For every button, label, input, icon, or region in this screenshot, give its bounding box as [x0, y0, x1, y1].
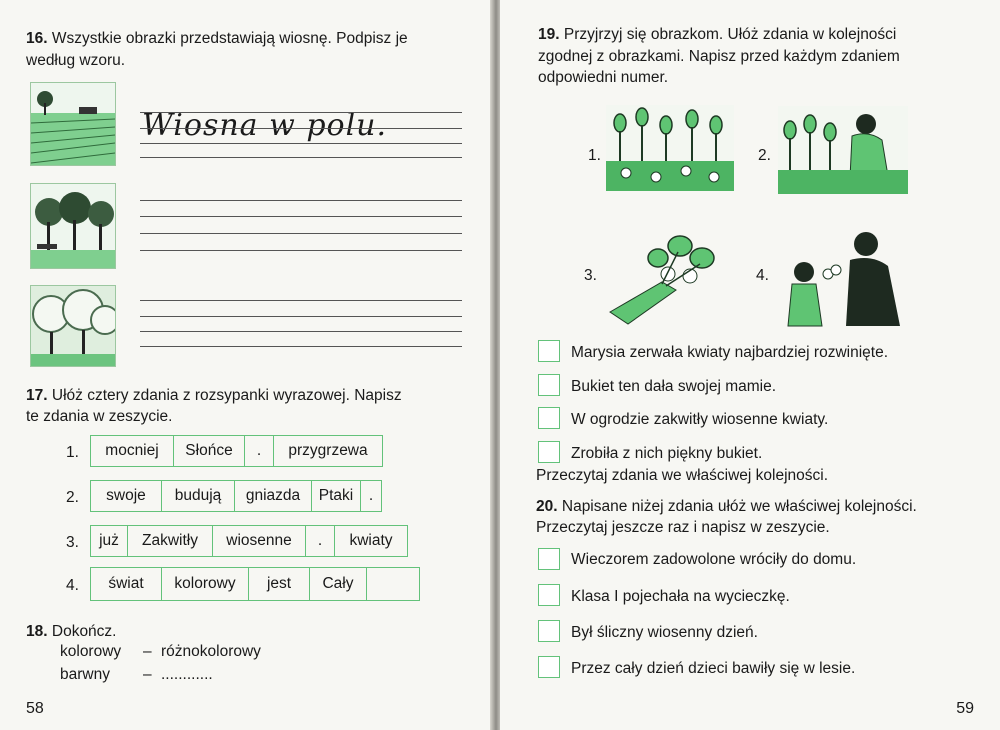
left-page [0, 0, 492, 730]
word-tile[interactable]: swoje [91, 481, 162, 511]
mother-and-girl-picture [776, 228, 912, 328]
ex20-heading-cont: Przeczytaj jeszcze raz i napisz w zeszycie. [536, 519, 830, 536]
orchard-picture [30, 285, 116, 367]
word-tile[interactable]: przygrzewa [288, 442, 368, 459]
page-number-left: 58 [26, 700, 44, 717]
right-page [500, 0, 1000, 730]
row-number: 1. [66, 444, 79, 461]
word-tile[interactable]: wiosenne [213, 526, 306, 556]
ex19-footer: Przeczytaj zdania we właściwej kolejności. [536, 467, 829, 484]
writing-line [140, 157, 462, 158]
ex17-heading: 17. Ułóż cztery zdania z rozsypanki wyrazowej. Napisz [26, 387, 402, 404]
row-number: 3. [66, 534, 79, 551]
writing-line [140, 250, 462, 251]
ex19-sentence: W ogrodzie zakwitły wiosenne kwiaty. [571, 411, 829, 428]
writing-line [140, 216, 462, 217]
ex17-heading-cont: te zdania w zeszycie. [26, 408, 173, 425]
ex20-heading: 20. Napisane niżej zdania ułóż we właściwej kolejności. [536, 498, 917, 515]
row-number: 4. [66, 577, 79, 594]
picture-label: 2. [758, 147, 771, 164]
order-checkbox[interactable] [538, 656, 560, 678]
ex18-answer-blank[interactable]: ............ [161, 666, 213, 683]
picture-label: 3. [584, 267, 597, 284]
order-checkbox[interactable] [538, 407, 560, 429]
order-checkbox[interactable] [538, 548, 560, 570]
ex19-heading: 19. Przyjrzyj się obrazkom. Ułóż zdania w kolejności [538, 26, 897, 43]
word-tile[interactable]: jest [249, 568, 310, 600]
ex19-sentence: Marysia zerwała kwiaty najbardziej rozwinięte. [571, 344, 889, 361]
writing-line [140, 316, 462, 317]
writing-line [140, 112, 462, 113]
word-tile[interactable]: . [368, 487, 374, 504]
writing-line [140, 143, 462, 144]
picture-label: 1. [588, 147, 601, 164]
picture-label: 4. [756, 267, 769, 284]
word-tile[interactable]: . [245, 436, 274, 466]
word-tile[interactable]: budują [162, 481, 235, 511]
order-checkbox[interactable] [538, 584, 560, 606]
ex16-heading-cont: według wzoru. [26, 52, 126, 69]
ex19-sentence: Zrobiła z nich piękny bukiet. [571, 445, 763, 462]
word-row-1 [90, 435, 383, 467]
order-checkbox[interactable] [538, 374, 560, 396]
word-tile[interactable]: świat [91, 568, 162, 600]
writing-line [140, 233, 462, 234]
ex18-answer: różnokolorowy [161, 643, 261, 660]
ex20-sentence: Przez cały dzień dzieci bawiły się w lesie. [571, 660, 856, 677]
example-caption: Wiosna w polu. [142, 108, 388, 143]
word-row-3 [90, 525, 408, 557]
park-picture [30, 183, 116, 269]
ex16-heading: 16. Wszystkie obrazki przedstawiają wiosnę. Podpisz je [26, 30, 408, 47]
word-tile[interactable]: Zakwitły [128, 526, 213, 556]
page-number-right: 59 [956, 700, 974, 717]
ex20-sentence: Klasa I pojechała na wycieczkę. [571, 588, 790, 605]
word-tile[interactable]: Cały [310, 568, 367, 600]
word-tile[interactable]: Słońce [174, 436, 245, 466]
ex18-dash: – [143, 666, 152, 683]
ex19-heading-cont: zgodnej z obrazkami. Napisz przed każdym zdaniem [538, 48, 900, 65]
word-tile[interactable]: mocniej [91, 436, 174, 466]
writing-line [140, 331, 462, 332]
word-tile[interactable]: . [306, 526, 335, 556]
ex19-sentence: Bukiet ten dała swojej mamie. [571, 378, 777, 395]
writing-line [140, 300, 462, 301]
writing-line [140, 346, 462, 347]
word-tile[interactable]: kolorowy [162, 568, 249, 600]
word-tile[interactable]: gniazda [235, 481, 312, 511]
word-tile[interactable] [367, 568, 419, 600]
word-tile[interactable]: Ptaki [312, 481, 361, 511]
ex18-dash: – [143, 643, 152, 660]
ex20-sentence: Wieczorem zadowolone wróciły do domu. [571, 551, 857, 568]
word-row-4 [90, 567, 420, 601]
writing-line [140, 128, 462, 129]
flower-garden-picture [606, 105, 734, 191]
ex18-word: barwny [60, 666, 110, 683]
girl-picking-flowers-picture [778, 106, 908, 194]
writing-line [140, 200, 462, 201]
bouquet-picture [598, 228, 728, 328]
word-tile[interactable]: kwiaty [349, 532, 393, 549]
word-tile[interactable]: już [91, 526, 128, 556]
ex18-word: kolorowy [60, 643, 122, 660]
ex19-heading-cont: odpowiedni numer. [538, 69, 669, 86]
ex18-heading: 18. Dokończ. [26, 623, 117, 640]
field-picture [30, 82, 116, 166]
order-checkbox[interactable] [538, 441, 560, 463]
order-checkbox[interactable] [538, 340, 560, 362]
order-checkbox[interactable] [538, 620, 560, 642]
word-row-2 [90, 480, 382, 512]
row-number: 2. [66, 489, 79, 506]
ex20-sentence: Był śliczny wiosenny dzień. [571, 624, 758, 641]
